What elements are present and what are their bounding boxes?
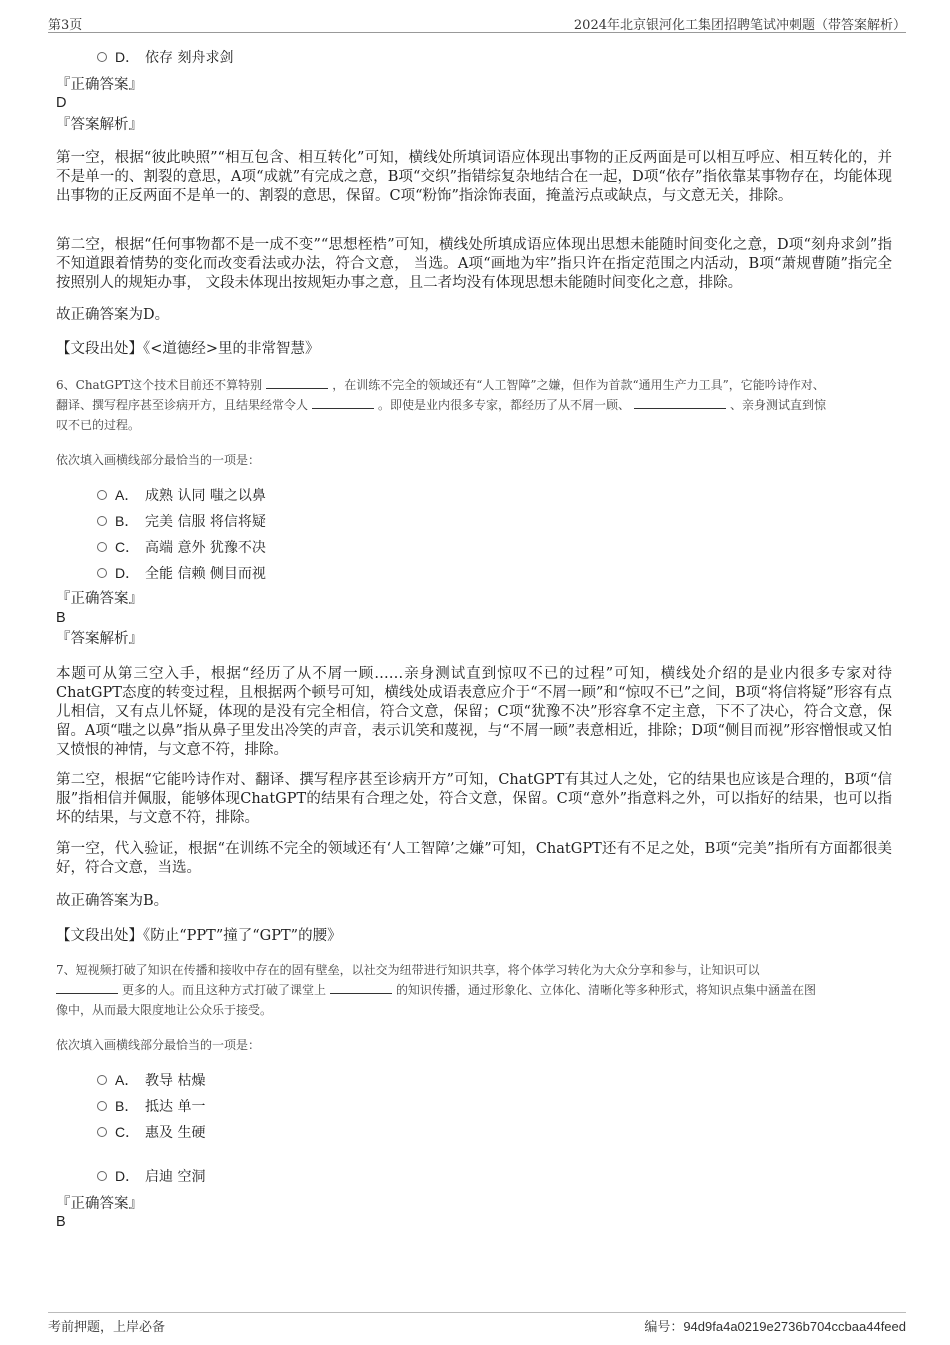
q6-conclusion: 故正确答案为B。 [56,893,169,909]
q6-option-c[interactable]: C． 高端 意外 犹豫不决 [97,537,266,557]
radio-icon[interactable] [97,568,107,578]
q6-prompt: 依次填入画横线部分最恰当的一项是： [56,453,261,467]
page-footer [48,1312,906,1335]
q6-answer: B [56,610,66,626]
q5-analysis-label: 『答案解析』 [56,117,143,133]
radio-icon[interactable] [97,1171,107,1181]
q5-source: 【文段出处】《<道德经>里的非常智慧》 [56,341,320,357]
q7-option-d[interactable]: D． 启迪 空洞 [97,1166,205,1186]
q5-analysis-p1: 第一空，根据“彼此映照”“相互包含、相互转化”可知，横线处所填词语应体现出事物的正反两面是可以相互呼应、相互转化的，并不是单一的、割裂的意思，A项“成就”有完成之意，B项“交织”指错综复杂地结合在一起，D项“依存”指依靠某事物存在，均能体现出事物的正反两面不是单一的、割裂的意思，保留。C项“粉饰”指涂饰表面，掩盖污点或缺点，与文意无关，排除。 [56,150,892,204]
q7-answer-label: 『正确答案』 [56,1196,143,1212]
radio-icon[interactable] [97,490,107,500]
q5-analysis-p2: 第二空，根据“任何事物都不是一成不变”“思想桎梏”可知，横线处所填成语应体现出思想未能随时间变化之意，D项“刻舟求剑”指不知道跟着情势的变化而改变看法或办法，符合文意， 当选。A项“画地为牢”指只许在指定范围之内活动，B项“萧规曹随”指完全按照别人的规矩办事， 文段未体现出按规矩办事之意，且二者均没有体现思想未能随时间变化之意，排除。 [56,237,892,291]
fill-blank [56,981,118,994]
q7-stem: 7、短视频打破了知识在传播和接收中存在的固有壁垒，以社交为纽带进行知识共享，将个体学习转化为大众分享和参与，让知识可以 更多的人。而且这种方式打破了课堂上 的知识传播，通过形象化、立体化、清晰化等多种形式，将知识点集中涵盖在图 像中，从而最大限度地让公众乐于接受。 [56,963,817,1017]
q5-answer-label: 『正确答案』 [56,77,143,93]
document-title: 2024年北京银河化工集团招聘笔试冲刺题（带答案解析） [573,18,906,33]
q7-option-b[interactable]: B． 抵达 单一 [97,1096,205,1116]
fill-blank [266,376,328,389]
q6-source: 【文段出处】《防止“PPT”撞了“GPT”的腰》 [56,928,342,944]
radio-icon[interactable] [97,52,107,62]
page-number: 第3页 [48,18,83,33]
q6-answer-label: 『正确答案』 [56,591,143,607]
fill-blank [312,396,374,409]
q6-option-a[interactable]: A． 成熟 认同 嗤之以鼻 [97,485,266,505]
q6-analysis-label: 『答案解析』 [56,631,143,647]
radio-icon[interactable] [97,516,107,526]
document-code: 编号：94d9fa4a0219e2736b704ccbaa44feed [644,1319,906,1335]
q7-answer: B [56,1214,66,1230]
q6-analysis-p2: 第二空，根据“它能吟诗作对、翻译、撰写程序甚至诊病开方”可知，ChatGPT有其过人之处，它的结果也应该是合理的，B项“信服”指相信并佩服，能够体现ChatGPT的结果有合理之处，符合文意，保留。C项“意外”指意料之外，可以指好的结果，也可以指坏的结果，与文意不符，排除。 [56,772,892,826]
radio-icon[interactable] [97,542,107,552]
q7-option-a[interactable]: A． 教导 枯燥 [97,1070,205,1090]
radio-icon[interactable] [97,1075,107,1085]
fill-blank [330,981,392,994]
q5-option-d[interactable]: D． 依存 刻舟求剑 [97,47,233,67]
q6-option-b[interactable]: B． 完美 信服 将信将疑 [97,511,266,531]
q5-answer: D [56,95,67,111]
radio-icon[interactable] [97,1101,107,1111]
q7-prompt: 依次填入画横线部分最恰当的一项是： [56,1038,261,1052]
q6-option-d[interactable]: D． 全能 信赖 侧目而视 [97,563,266,583]
fill-blank [634,396,726,409]
q5-conclusion: 故正确答案为D。 [56,307,170,323]
q7-option-c[interactable]: C． 惠及 生硬 [97,1122,205,1142]
radio-icon[interactable] [97,1127,107,1137]
q6-stem: 6、ChatGPT这个技术目前还不算特别 ，在训练不完全的领域还有“人工智障”之嫌，但作为首款“通用生产力工具”，它能吟诗作对、 翻译、撰写程序甚至诊病开方，且结果经常令人 。即使是业内很多专家，都经历了从不屑一顾、 、亲身测试直到惊 叹不已的过程。 [56,378,827,432]
q6-analysis-p1: 本题可从第三空入手，根据“经历了从不屑一顾……亲身测试直到惊叹不已的过程”可知，横线处介绍的是业内很多专家对待ChatGPT态度的转变过程，且根据两个顿号可知，横线处成语表意应介于“不屑一顾”和“惊叹不已”之间，B项“将信将疑”形容有点儿相信，又有点儿怀疑，体现的是没有完全相信，符合文意，保留；C项“犹豫不决”形容拿不定主意，下不了决心，符合文意，保留。A项“嗤之以鼻”指从鼻子里发出冷笑的声音，表示讥笑和蔑视，与“不屑一顾”表意相近，排除；D项“侧目而视”形容憎恨或又怕又愤恨的神情，与文意不符，排除。 [56,666,892,758]
footer-slogan: 考前押题，上岸必备 [48,1320,166,1335]
q6-analysis-p3: 第一空，代入验证，根据“在训练不完全的领域还有‘人工智障’之嫌”可知，ChatGPT还有不足之处，B项“完美”指所有方面都很美好，符合文意，当选。 [56,841,892,876]
page-header [48,14,906,33]
